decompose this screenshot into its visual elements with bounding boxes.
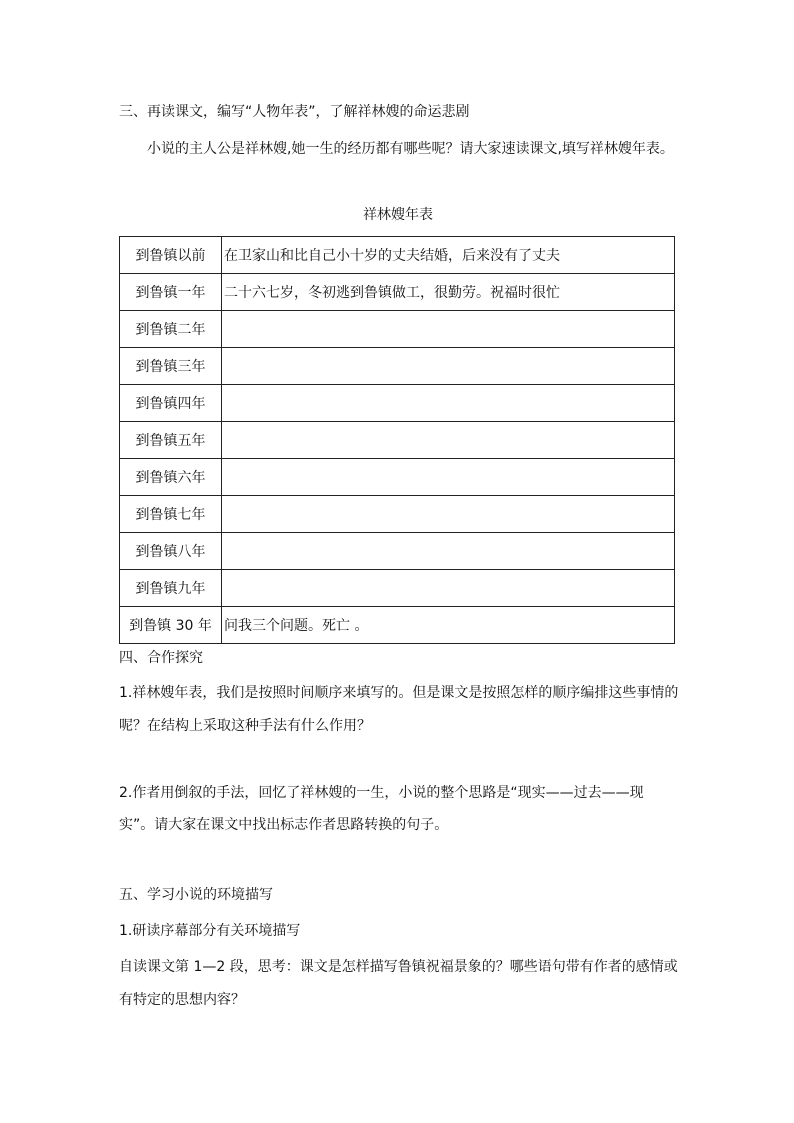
period-cell: 到鲁镇以前 — [120, 237, 222, 274]
table-row — [120, 496, 675, 533]
period-cell: 到鲁镇四年 — [120, 385, 222, 422]
event-cell: 二十六七岁，冬初逃到鲁镇做工，很勤劳。祝福时很忙 — [222, 274, 675, 311]
event-cell: 在卫家山和比自己小十岁的丈夫结婚，后来没有了丈夫 — [222, 237, 675, 274]
period-cell: 到鲁镇三年 — [120, 348, 222, 385]
period-cell: 到鲁镇 30 年 — [120, 607, 222, 644]
period-cell: 到鲁镇八年 — [120, 533, 222, 570]
question-2-line-1: 2.作者用倒叙的手法，回忆了祥林嫂的一生，小说的整个思路是“现实——过去——现 — [119, 785, 644, 801]
table-row — [120, 533, 675, 570]
table-row — [120, 385, 675, 422]
event-cell — [222, 570, 675, 607]
table-row — [120, 459, 675, 496]
table-row — [120, 237, 675, 274]
section3-heading: 三、再读课文，编写“人物年表”，了解祥林嫂的命运悲剧 — [119, 104, 470, 120]
period-cell: 到鲁镇二年 — [120, 311, 222, 348]
section4-heading: 四、合作探究 — [119, 650, 203, 666]
period-cell: 到鲁镇七年 — [120, 496, 222, 533]
event-cell — [222, 533, 675, 570]
period-cell: 到鲁镇六年 — [120, 459, 222, 496]
event-cell — [222, 311, 675, 348]
period-cell: 到鲁镇一年 — [120, 274, 222, 311]
section5-task-line-2: 有特定的思想内容？ — [119, 992, 245, 1008]
question-1-line-1: 1.祥林嫂年表，我们是按照时间顺序来填写的。但是课文是按照怎样的顺序编排这些事情的 — [119, 685, 679, 701]
period-cell: 到鲁镇五年 — [120, 422, 222, 459]
table-row — [120, 570, 675, 607]
table-caption: 祥林嫂年表 — [363, 207, 433, 223]
section5-task-line-1: 自读课文第 1—2 段，思考：课文是怎样描写鲁镇祝福景象的？哪些语句带有作者的感情或 — [119, 959, 678, 975]
table-row — [120, 422, 675, 459]
section5-heading: 五、学习小说的环境描写 — [119, 887, 273, 903]
period-cell: 到鲁镇九年 — [120, 570, 222, 607]
question-2-line-2: 实”。请大家在课文中找出标志作者思路转换的句子。 — [119, 817, 449, 833]
table-row — [120, 348, 675, 385]
section5-subheading: 1.研读序幕部分有关环境描写 — [119, 923, 301, 939]
section3-intro: 小说的主人公是祥林嫂,她一生的经历都有哪些呢？请大家速读课文,填写祥林嫂年表。 — [147, 141, 674, 157]
question-1-line-2: 呢？在结构上采取这种手法有什么作用？ — [119, 718, 371, 734]
table-row — [120, 311, 675, 348]
table-row — [120, 274, 675, 311]
event-cell: 问我三个问题。死亡 。 — [222, 607, 675, 644]
event-cell — [222, 496, 675, 533]
event-cell — [222, 459, 675, 496]
chronology-table — [119, 236, 675, 644]
event-cell — [222, 422, 675, 459]
event-cell — [222, 385, 675, 422]
event-cell — [222, 348, 675, 385]
table-row — [120, 607, 675, 644]
